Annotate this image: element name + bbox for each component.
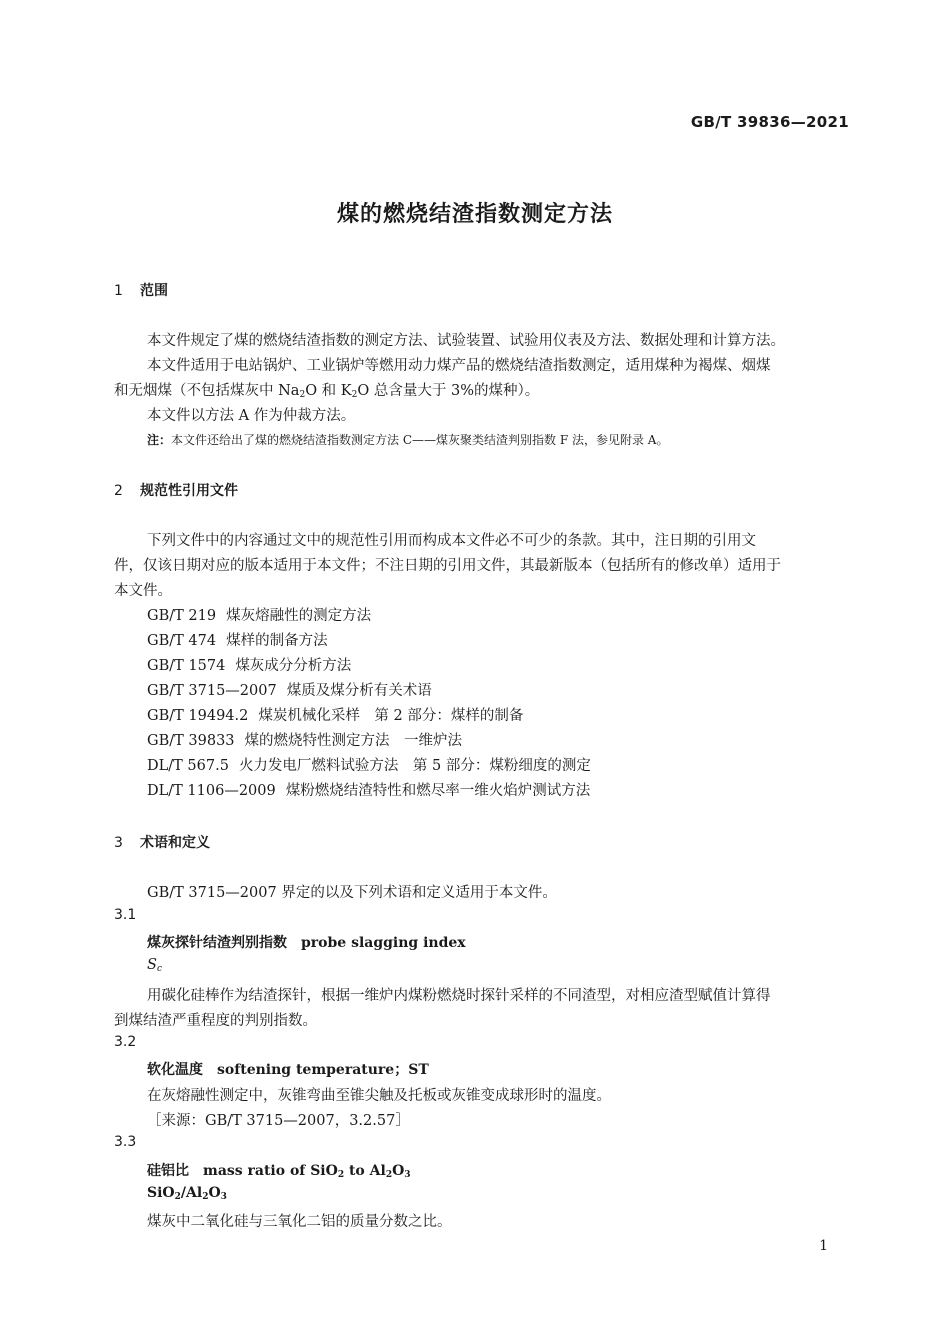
paragraph-continuation: 本文件。 [114,583,172,599]
paragraph: GB/T 3715—2007 界定的以及下列术语和定义适用于本文件。 [147,885,557,901]
reference-code: GB/T 39833 [147,733,235,749]
reference-title: 煤样的制备方法 [226,633,328,649]
reference-item [147,604,371,625]
section-number: 3 [114,835,123,851]
reference-code: GB/T 3715—2007 [147,683,277,699]
term-cn: 煤灰探针结渣判别指数 [147,935,287,951]
text: /Al [180,1185,203,1201]
reference-code: DL/T 1106—2009 [147,783,276,799]
reference-title: 煤的燃烧特性测定方法 一维炉法 [244,733,463,749]
reference-item [147,704,523,725]
page-number: 1 [819,1238,828,1254]
term-definition: 在灰熔融性测定中，灰锥弯曲至锥尖触及托板或灰锥变成球形时的温度。 [147,1088,611,1104]
reference-item [147,629,328,650]
reference-item [147,654,351,675]
subscript: 3 [220,1192,227,1202]
reference-title: 煤质及煤分析有关术语 [286,683,432,699]
section-title: 规范性引用文件 [140,483,238,499]
reference-code: GB/T 474 [147,633,217,649]
text: to Al [344,1163,386,1179]
reference-item [147,729,462,750]
text: SiO [147,1185,175,1201]
reference-code: GB/T 219 [147,608,217,624]
subscript: 2 [202,1192,209,1202]
reference-title: 火力发电厂燃料试验方法 第 5 部分：煤粉细度的测定 [238,758,591,774]
term-heading [147,1059,429,1079]
term-symbol [147,957,162,974]
subscript: 2 [174,1192,181,1202]
subscript: 2 [299,390,306,400]
paragraph-continuation [114,379,539,400]
term-number: 3.2 [114,1034,137,1050]
term-definition-continuation: 到煤结渣严重程度的判别指数。 [114,1013,317,1029]
text: O [208,1185,221,1201]
term-number: 3.3 [114,1134,137,1150]
term-symbol [147,1185,227,1202]
reference-title: 煤粉燃烧结渣特性和燃尽率一维火焰炉测试方法 [285,783,591,799]
reference-code: GB/T 19494.2 [147,708,249,724]
term-cn: 硅铝比 [147,1163,189,1179]
paragraph: 本文件规定了煤的燃烧结渣指数的测定方法、试验装置、试验用仪表及方法、数据处理和计算方法。 [147,333,785,349]
standard-code: GB/T 39836—2021 [690,113,849,131]
paragraph: 本文件适用于电站锅炉、工业锅炉等燃用动力煤产品的燃烧结渣指数测定，适用煤种为褐煤、烟煤 [147,358,771,374]
section-title: 范围 [140,283,168,299]
text: O 和 K [305,383,352,399]
term-cn: 软化温度 [147,1062,203,1078]
term-en: probe slagging index [301,935,466,951]
paragraph-continuation: 件，仅该日期对应的版本适用于本文件；不注日期的引用文件，其最新版本（包括所有的修改单）适用于 [114,558,781,574]
symbol: S [147,957,157,973]
subscript: 2 [385,1170,393,1180]
term-heading [147,932,466,952]
subscript: 2 [337,1170,345,1180]
reference-title: 煤炭机械化采样 第 2 部分：煤样的制备 [258,708,524,724]
note [147,431,668,448]
reference-item [147,779,590,800]
paragraph: 下列文件中的内容通过文中的规范性引用而构成本文件必不可少的条款。其中，注日期的引用文 [147,533,756,549]
section-2-heading [114,480,238,500]
term-number: 3.1 [114,907,137,923]
reference-item [147,679,432,700]
term-definition: 煤灰中二氧化硅与三氧化二铝的质量分数之比。 [147,1214,452,1230]
note-label: 注： [147,433,172,447]
term-en [203,1163,411,1179]
section-title: 术语和定义 [140,835,210,851]
text: O 总含量大于 3%的煤种）。 [357,383,540,399]
section-number: 2 [114,483,123,499]
section-1-heading [114,280,168,300]
reference-code: GB/T 1574 [147,658,226,674]
paragraph: 本文件以方法 A 作为仲裁方法。 [147,408,356,424]
text: mass ratio of SiO [203,1163,338,1179]
subscript: c [156,964,162,974]
reference-item [147,754,591,775]
term-heading [147,1160,411,1180]
subscript: 3 [404,1170,411,1180]
text: O [392,1163,405,1179]
reference-code: DL/T 567.5 [147,758,229,774]
section-3-heading [114,832,210,852]
term-definition: 用碳化硅棒作为结渣探针，根据一维炉内煤粉燃烧时探针采样的不同渣型，对相应渣型赋值计算得 [147,988,771,1004]
text: 和无烟煤（不包括煤灰中 Na [114,383,300,399]
term-en: softening temperature；ST [217,1062,429,1078]
term-source: ［来源：GB/T 3715—2007，3.2.57］ [147,1113,410,1129]
document-title: 煤的燃烧结渣指数测定方法 [336,202,613,227]
reference-title: 煤灰熔融性的测定方法 [226,608,372,624]
note-text: 本文件还给出了煤的燃烧结渣指数测定方法 C——煤灰聚类结渣判别指数 F 法，参见附录 A。 [171,433,669,447]
section-number: 1 [114,283,123,299]
reference-title: 煤灰成分分析方法 [235,658,352,674]
subscript: 2 [351,390,358,400]
